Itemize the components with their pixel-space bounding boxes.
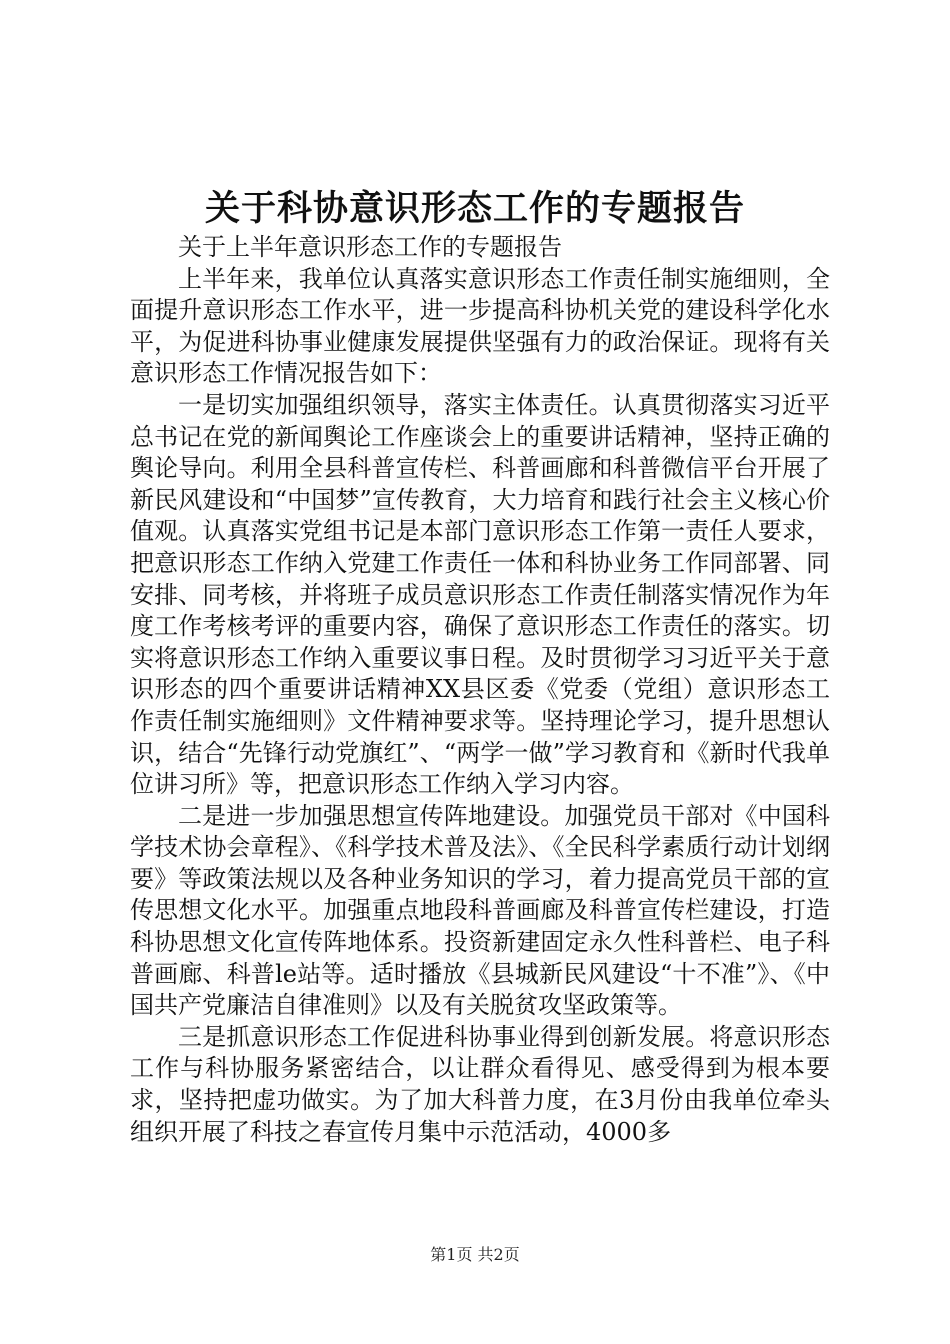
- document-body: [130, 232, 830, 1148]
- section-one-paragraph: 一是切实加强组织领导，落实主体责任。认真贯彻落实习近平总书记在党的新闻舆论工作座谈会上的重要讲话精神，坚持正确的舆论导向。利用全县科普宣传栏、科普画廊和科普微信平台开展了新民风建设和“中国梦”宣传教育，大力培育和践行社会主义核心价值观。认真落实党组书记是本部门意识形态工作第一责任人要求，把意识形态工作纳入党建工作责任一体和科协业务工作同部署、同安排、同考核，并将班子成员意识形态工作责任制落实情况作为年度工作考核考评的重要内容，确保了意识形态工作责任的落实。切实将意识形态工作纳入重要议事日程。及时贯彻学习习近平关于意识形态的四个重要讲话精神XX县区委《党委（党组）意识形态工作责任制实施细则》文件精神要求等。坚持理论学习，提升思想认识，结合“先锋行动党旗红”、“两学一做”学习教育和《新时代我单位讲习所》等，把意识形态工作纳入学习内容。: [130, 390, 830, 799]
- subtitle-paragraph: 关于上半年意识形态工作的专题报告: [178, 233, 562, 261]
- section-three-paragraph: 三是抓意识形态工作促进科协事业得到创新发展。将意识形态工作与科协服务紧密结合，以让群众看得见、感受得到为根本要求，坚持把虚功做实。为了加大科普力度，在3月份由我单位牵头组织开展了科技之春宣传月集中示范活动，4000多: [130, 1022, 830, 1146]
- document-title: 关于科协意识形态工作的专题报告: [204, 188, 745, 229]
- intro-paragraph: 上半年来，我单位认真落实意识形态工作责任制实施细则，全面提升意识形态工作水平，进一步提高科协机关党的建设科学化水平，为促进科协事业健康发展提供坚强有力的政治保证。现将有关意识形态工作情况报告如下：: [130, 264, 830, 388]
- page-number-footer: 第1页 共2页: [430, 1245, 520, 1264]
- section-two-paragraph: 二是进一步加强思想宣传阵地建设。加强党员干部对《中国科学技术协会章程》、《科学技术普及法》、《全民科学素质行动计划纲要》等政策法规以及各种业务知识的学习，着力提高党员干部的宣传思想文化水平。加强重点地段科普画廊及科普宣传栏建设，打造科协思想文化宣传阵地体系。投资新建固定永久性科普栏、电子科普画廊、科普le站等。适时播放《县城新民风建设“十不准”》、《中国共产党廉洁自律准则》以及有关脱贫攻坚政策等。: [130, 801, 830, 1020]
